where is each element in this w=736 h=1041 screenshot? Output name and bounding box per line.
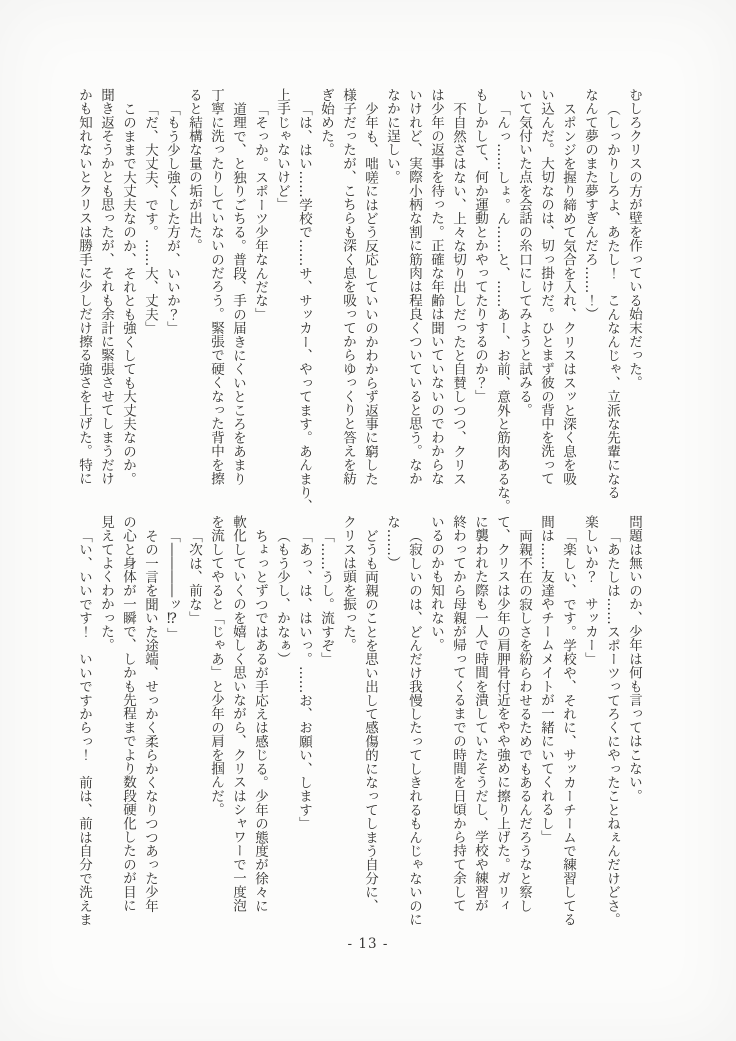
text-block-bottom: [73, 515, 645, 926]
text-line: 少年も、咄嗟にはどう反応していいのかわからず返事に窮した: [362, 101, 378, 486]
text-line: 「……うし。流すぞ」: [318, 528, 334, 666]
text-line: （もう少し、かなぁ）: [274, 528, 290, 666]
text-line: 「あたしは……スポーツってろくにやったことねぇんだけどさ。: [604, 528, 620, 926]
text-line: 「もう少し強くした方が、いいか？」: [164, 101, 180, 335]
text-line: いるのかも知れない。: [428, 515, 444, 652]
text-line: な……）: [384, 515, 400, 570]
text-line: もしかして、何か運動とかやってたりするのか？」: [472, 88, 488, 404]
text-line: い込んだ。大切なのは、切っ掛けだ。ひとまず彼の背中を洗って: [538, 88, 554, 486]
text-line: 「――――ッ⁉」: [164, 528, 180, 641]
text-line: 間は……友達やチームメイトが一緒にいてくれるし」: [538, 515, 554, 844]
text-line: スポンジを握り締めて気合を入れ、クリスはスッと深く息を吸: [560, 101, 576, 486]
text-line: ると結構な量の垢が出た。: [186, 88, 202, 253]
text-line: て、クリスは少年の肩胛骨付近をやや強めに擦り上げた。ガリィ: [494, 515, 510, 913]
text-line: 楽しいか？ サッカー」: [582, 515, 598, 666]
text-line: 丁寧に洗ったりしていないのだろう。緊張で硬くなった背中を擦: [208, 88, 224, 486]
text-line: 「い、いいです！ いいですからっ！ 前は、前は自分で洗えま: [76, 528, 92, 926]
text-line: クリスは頭を振った。: [340, 515, 356, 652]
text-line: 不自然さはない、上々な切り出しだったと自賛しつつ、クリス: [450, 101, 466, 486]
text-line: 両親不在の寂しさを紛らわせるためでもあるんだろうなと察し: [516, 528, 532, 913]
text-line: に襲われた際も一人で時間を潰していたそうだし、学校や練習が: [472, 515, 488, 913]
text-line: 問題は無いのか、少年は何も言ってはこない。: [626, 515, 642, 803]
text-line: ちょっとずつではあるが手応えは感じる。少年の態度が徐々に: [252, 528, 268, 913]
text-line: 「だ、大丈夫、です。……大、丈夫」: [142, 101, 158, 335]
text-line: 聞き返そうかとも思ったが、それも余計に緊張させてしまうだけ: [98, 88, 114, 486]
text-line: 見えてよくわかった。: [98, 515, 114, 652]
text-line: 「は、はい……学校で……サ、サッカー、やってます。あんまり、: [296, 101, 312, 513]
page-number: - 13 -: [347, 936, 389, 952]
text-line: （寂しいのは、どんだけ我慢したってしきれるもんじゃないのに: [406, 528, 422, 926]
text-line: 「あっ、は、はいっ。……お、お願い、します」: [296, 528, 312, 830]
text-line: 「次は、前な」: [186, 528, 202, 625]
text-line: （しっかりしろよ、あたし！ こんなんじゃ、立派な先輩になる: [604, 101, 620, 499]
text-line: ぎ始めた。: [318, 88, 334, 157]
text-line: いて気付いた点を会話の糸口にしてみようと試みる。: [516, 88, 532, 417]
text-line: なかに逞しい。: [384, 88, 400, 184]
text-line: 「楽しい、です。学校や、それに、サッカーチームで練習してる: [560, 528, 576, 926]
text-line: 終わってから母親が帰ってくるまでの時間を日頃から持て余して: [450, 515, 466, 913]
text-line: むしろクリスの方が壁を作っている始末だった。: [626, 88, 642, 390]
text-line: なんて夢のまた夢すぎんだろ……！）: [582, 88, 598, 321]
text-line: は少年の返事を待った。正確な年齢は聞いていないのでわからな: [428, 88, 444, 486]
text-line: 道理で、と独りごちる。普段、手の届きにくいところをあまり: [230, 101, 246, 486]
text-line: 軟化していくのを嬉しく思いながら、クリスはシャワーで一度泡: [230, 515, 246, 913]
text-line: いけれど、実際小柄な割に筋肉は程良くついていると思う。なか: [406, 88, 422, 486]
text-line: 「そっか。スポーツ少年なんだな」: [252, 101, 268, 321]
text-line: その一言を聞いた途端、せっかく柔らかくなりつつあった少年: [142, 528, 158, 913]
text-line: このままで大丈夫なのか、それとも強くしても大丈夫なのか。: [120, 101, 136, 486]
text-line: かも知れないとクリスは勝手に少しだけ擦る強さを上げた。特に: [76, 88, 92, 486]
text-line: どうも両親のことを思い出して感傷的になってしまう自分に、: [362, 528, 378, 913]
text-line: 上手じゃないけど」: [274, 88, 290, 212]
text-block-top: [73, 88, 645, 513]
text-line: 「んっ……しょ。ん……と、……あー、お前、意外と筋肉あるな。: [494, 101, 510, 513]
text-line: を流してやると「じゃあ」と少年の肩を掴んだ。: [208, 515, 224, 817]
text-line: 様子だったが、こちらも深く息を吸ってからゆっくりと答えを紡: [340, 88, 356, 486]
text-line: の心と身体が一瞬で、しかも先程までより数段硬化したのが目に: [120, 515, 136, 913]
